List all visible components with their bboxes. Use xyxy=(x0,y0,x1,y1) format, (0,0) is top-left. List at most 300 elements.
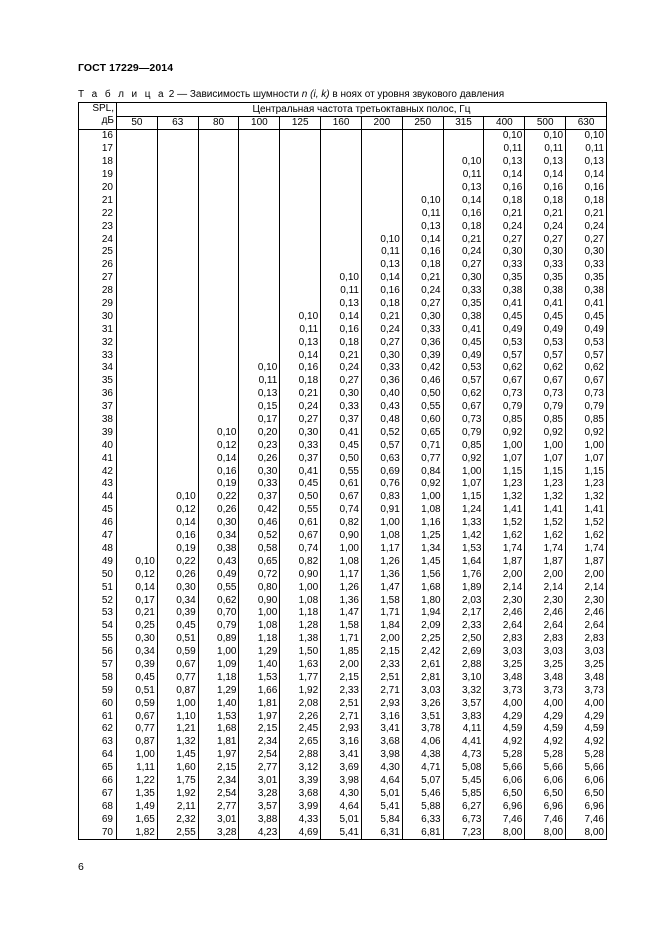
value-cell: 1,18 xyxy=(280,607,321,620)
value-cell: 2,33 xyxy=(321,684,362,697)
value-cell: 0,85 xyxy=(443,439,484,452)
value-cell: 0,21 xyxy=(117,607,158,620)
value-cell: 1,00 xyxy=(239,607,280,620)
value-cell: 1,08 xyxy=(280,594,321,607)
value-cell: 4,38 xyxy=(402,749,443,762)
value-cell: 3,26 xyxy=(402,697,443,710)
spl-cell: 28 xyxy=(79,285,117,298)
value-cell: 3,73 xyxy=(566,684,607,697)
value-cell: 0,49 xyxy=(484,323,525,336)
value-cell: 0,27 xyxy=(566,233,607,246)
value-cell: 2,77 xyxy=(198,800,239,813)
value-cell xyxy=(157,130,198,143)
value-cell: 1,00 xyxy=(525,439,566,452)
value-cell: 1,45 xyxy=(157,749,198,762)
value-cell: 0,13 xyxy=(280,336,321,349)
value-cell: 3,03 xyxy=(525,646,566,659)
value-cell: 2,64 xyxy=(525,620,566,633)
value-cell: 0,24 xyxy=(566,220,607,233)
value-cell: 7,46 xyxy=(484,813,525,826)
value-cell: 3,01 xyxy=(198,813,239,826)
spl-cell: 56 xyxy=(79,646,117,659)
value-cell: 0,24 xyxy=(484,220,525,233)
value-cell: 1,07 xyxy=(443,478,484,491)
value-cell: 0,79 xyxy=(566,401,607,414)
table-row xyxy=(79,323,607,336)
value-cell: 0,14 xyxy=(280,349,321,362)
value-cell: 1,00 xyxy=(484,439,525,452)
value-cell: 5,88 xyxy=(402,800,443,813)
caption-symbol: n (i, k) xyxy=(301,89,330,100)
value-cell: 0,76 xyxy=(361,478,402,491)
value-cell: 1,53 xyxy=(443,543,484,556)
value-cell: 1,40 xyxy=(239,659,280,672)
value-cell: 0,51 xyxy=(157,633,198,646)
value-cell: 2,46 xyxy=(525,607,566,620)
value-cell: 1,36 xyxy=(361,568,402,581)
spl-cell: 62 xyxy=(79,723,117,736)
value-cell xyxy=(402,143,443,156)
spl-cell: 17 xyxy=(79,143,117,156)
value-cell xyxy=(239,246,280,259)
value-cell: 0,41 xyxy=(566,298,607,311)
value-cell xyxy=(157,207,198,220)
value-cell: 5,66 xyxy=(566,762,607,775)
value-cell: 0,52 xyxy=(361,426,402,439)
value-cell: 2,54 xyxy=(239,749,280,762)
value-cell xyxy=(117,298,158,311)
value-cell: 0,67 xyxy=(484,375,525,388)
spl-cell: 60 xyxy=(79,697,117,710)
value-cell: 1,71 xyxy=(361,607,402,620)
value-cell: 0,27 xyxy=(484,233,525,246)
value-cell xyxy=(239,220,280,233)
value-cell: 0,49 xyxy=(198,568,239,581)
value-cell xyxy=(157,259,198,272)
value-cell: 0,37 xyxy=(280,452,321,465)
value-cell: 0,73 xyxy=(484,388,525,401)
frequency-header-row xyxy=(79,117,607,130)
value-cell xyxy=(361,220,402,233)
value-cell: 2,15 xyxy=(321,671,362,684)
spl-cell: 48 xyxy=(79,543,117,556)
value-cell: 1,33 xyxy=(443,517,484,530)
value-cell: 1,60 xyxy=(157,762,198,775)
value-cell: 0,39 xyxy=(157,607,198,620)
value-cell: 5,46 xyxy=(402,787,443,800)
value-cell: 1,74 xyxy=(525,543,566,556)
table-row xyxy=(79,607,607,620)
value-cell: 0,24 xyxy=(402,285,443,298)
value-cell: 1,00 xyxy=(443,465,484,478)
value-cell: 0,92 xyxy=(566,426,607,439)
value-cell: 0,61 xyxy=(280,517,321,530)
value-cell: 1,32 xyxy=(157,736,198,749)
value-cell: 2,00 xyxy=(321,659,362,672)
value-cell: 2,64 xyxy=(566,620,607,633)
table-row xyxy=(79,568,607,581)
value-cell: 1,08 xyxy=(321,555,362,568)
value-cell xyxy=(361,143,402,156)
value-cell: 0,67 xyxy=(525,375,566,388)
value-cell: 2,34 xyxy=(239,736,280,749)
value-cell xyxy=(157,375,198,388)
value-cell: 5,66 xyxy=(484,762,525,775)
value-cell: 0,42 xyxy=(239,504,280,517)
value-cell: 1,71 xyxy=(321,633,362,646)
value-cell: 2,54 xyxy=(198,787,239,800)
value-cell xyxy=(117,285,158,298)
value-cell: 0,62 xyxy=(525,362,566,375)
table-row xyxy=(79,169,607,182)
value-cell: 8,00 xyxy=(525,826,566,839)
value-cell xyxy=(117,207,158,220)
value-cell xyxy=(198,388,239,401)
value-cell: 6,06 xyxy=(525,775,566,788)
value-cell xyxy=(239,336,280,349)
value-cell: 0,51 xyxy=(117,684,158,697)
value-cell: 0,53 xyxy=(566,336,607,349)
value-cell: 1,28 xyxy=(280,620,321,633)
value-cell: 0,19 xyxy=(198,478,239,491)
spl-cell: 38 xyxy=(79,414,117,427)
value-cell: 2,15 xyxy=(239,723,280,736)
value-cell: 2,32 xyxy=(157,813,198,826)
value-cell: 0,27 xyxy=(525,233,566,246)
value-cell xyxy=(198,233,239,246)
value-cell: 2,26 xyxy=(280,710,321,723)
value-cell: 3,57 xyxy=(443,697,484,710)
table-row xyxy=(79,272,607,285)
spl-cell: 25 xyxy=(79,246,117,259)
value-cell: 3,78 xyxy=(402,723,443,736)
value-cell: 0,77 xyxy=(157,671,198,684)
table-row xyxy=(79,697,607,710)
value-cell xyxy=(157,272,198,285)
value-cell xyxy=(157,298,198,311)
value-cell: 1,21 xyxy=(157,723,198,736)
value-cell: 1,26 xyxy=(361,555,402,568)
value-cell: 1,58 xyxy=(361,594,402,607)
value-cell: 0,16 xyxy=(157,530,198,543)
value-cell: 1,84 xyxy=(361,620,402,633)
value-cell: 0,13 xyxy=(239,388,280,401)
value-cell: 3,83 xyxy=(443,710,484,723)
value-cell: 0,67 xyxy=(280,530,321,543)
value-cell: 0,11 xyxy=(239,375,280,388)
value-cell xyxy=(157,220,198,233)
table-row xyxy=(79,388,607,401)
value-cell: 0,34 xyxy=(117,646,158,659)
value-cell: 0,11 xyxy=(566,143,607,156)
value-cell: 1,23 xyxy=(484,478,525,491)
value-cell: 0,79 xyxy=(484,401,525,414)
value-cell: 0,10 xyxy=(484,130,525,143)
value-cell: 0,46 xyxy=(239,517,280,530)
value-cell: 1,52 xyxy=(566,517,607,530)
value-cell xyxy=(117,465,158,478)
value-cell: 0,33 xyxy=(321,401,362,414)
spl-cell: 42 xyxy=(79,465,117,478)
value-cell: 0,82 xyxy=(321,517,362,530)
value-cell xyxy=(198,323,239,336)
value-cell: 1,29 xyxy=(198,684,239,697)
spl-cell: 41 xyxy=(79,452,117,465)
value-cell xyxy=(117,169,158,182)
value-cell: 0,30 xyxy=(361,349,402,362)
value-cell: 0,12 xyxy=(117,568,158,581)
spl-cell: 22 xyxy=(79,207,117,220)
frequency-header-100: 100 xyxy=(239,117,280,130)
value-cell: 6,96 xyxy=(566,800,607,813)
value-cell: 0,61 xyxy=(321,478,362,491)
value-cell: 5,07 xyxy=(402,775,443,788)
value-cell: 0,33 xyxy=(525,259,566,272)
value-cell: 2,51 xyxy=(361,671,402,684)
value-cell xyxy=(402,169,443,182)
value-cell: 1,38 xyxy=(280,633,321,646)
value-cell: 0,11 xyxy=(321,285,362,298)
value-cell: 6,81 xyxy=(402,826,443,839)
value-cell: 2,88 xyxy=(280,749,321,762)
value-cell: 0,24 xyxy=(280,401,321,414)
value-cell: 5,28 xyxy=(525,749,566,762)
value-cell: 0,41 xyxy=(525,298,566,311)
table-row xyxy=(79,478,607,491)
value-cell: 1,22 xyxy=(117,775,158,788)
table-row xyxy=(79,375,607,388)
value-cell xyxy=(198,362,239,375)
value-cell xyxy=(402,130,443,143)
value-cell: 0,82 xyxy=(280,555,321,568)
spl-cell: 23 xyxy=(79,220,117,233)
spl-cell: 44 xyxy=(79,491,117,504)
value-cell xyxy=(157,465,198,478)
value-cell: 0,74 xyxy=(321,504,362,517)
value-cell: 1,17 xyxy=(361,543,402,556)
value-cell: 0,27 xyxy=(280,414,321,427)
value-cell: 4,29 xyxy=(566,710,607,723)
value-cell: 1,41 xyxy=(484,504,525,517)
table-row xyxy=(79,504,607,517)
value-cell: 0,12 xyxy=(157,504,198,517)
value-cell: 0,13 xyxy=(361,259,402,272)
table-caption xyxy=(78,89,504,100)
value-cell: 0,16 xyxy=(198,465,239,478)
value-cell: 0,13 xyxy=(484,156,525,169)
value-cell: 0,33 xyxy=(239,478,280,491)
value-cell: 0,13 xyxy=(525,156,566,169)
value-cell: 1,87 xyxy=(566,555,607,568)
page-number: 6 xyxy=(78,861,84,873)
table-row xyxy=(79,259,607,272)
value-cell: 1,08 xyxy=(239,620,280,633)
table-row xyxy=(79,826,607,839)
value-cell xyxy=(117,426,158,439)
value-cell: 5,28 xyxy=(566,749,607,762)
spl-header-bottom: дБ xyxy=(101,115,114,126)
table-row xyxy=(79,594,607,607)
value-cell: 2,14 xyxy=(566,581,607,594)
value-cell xyxy=(117,349,158,362)
value-cell: 1,81 xyxy=(239,697,280,710)
value-cell: 0,27 xyxy=(361,336,402,349)
value-cell: 0,10 xyxy=(280,310,321,323)
value-cell: 3,03 xyxy=(566,646,607,659)
value-cell: 0,38 xyxy=(525,285,566,298)
value-cell: 1,45 xyxy=(402,555,443,568)
value-cell: 2,61 xyxy=(402,659,443,672)
value-cell: 0,67 xyxy=(566,375,607,388)
value-cell: 1,85 xyxy=(321,646,362,659)
table-row xyxy=(79,736,607,749)
value-cell xyxy=(361,194,402,207)
value-cell: 1,32 xyxy=(525,491,566,504)
caption-prefix: Т а б л и ц а xyxy=(78,89,166,100)
value-cell: 0,55 xyxy=(402,401,443,414)
value-cell xyxy=(117,182,158,195)
value-cell xyxy=(157,323,198,336)
value-cell: 1,75 xyxy=(157,775,198,788)
value-cell: 0,45 xyxy=(566,310,607,323)
table-row xyxy=(79,285,607,298)
value-cell: 0,77 xyxy=(117,723,158,736)
value-cell: 0,14 xyxy=(525,169,566,182)
value-cell xyxy=(117,375,158,388)
spl-cell: 33 xyxy=(79,349,117,362)
table-row xyxy=(79,671,607,684)
caption-number: 2 xyxy=(168,89,175,100)
value-cell: 0,20 xyxy=(239,426,280,439)
table-row xyxy=(79,298,607,311)
value-cell: 1,00 xyxy=(280,581,321,594)
value-cell xyxy=(157,246,198,259)
value-cell: 1,07 xyxy=(566,452,607,465)
value-cell xyxy=(280,169,321,182)
value-cell: 0,62 xyxy=(484,362,525,375)
value-cell: 2,65 xyxy=(280,736,321,749)
value-cell: 1,15 xyxy=(484,465,525,478)
spl-cell: 30 xyxy=(79,310,117,323)
value-cell xyxy=(239,285,280,298)
spl-cell: 55 xyxy=(79,633,117,646)
value-cell: 0,85 xyxy=(525,414,566,427)
value-cell: 0,17 xyxy=(117,594,158,607)
spl-cell: 64 xyxy=(79,749,117,762)
value-cell: 0,11 xyxy=(361,246,402,259)
table-row xyxy=(79,182,607,195)
value-cell: 1,50 xyxy=(280,646,321,659)
value-cell: 6,06 xyxy=(484,775,525,788)
value-cell: 6,33 xyxy=(402,813,443,826)
value-cell: 2,30 xyxy=(566,594,607,607)
value-cell xyxy=(361,169,402,182)
value-cell xyxy=(157,349,198,362)
value-cell: 1,23 xyxy=(525,478,566,491)
value-cell: 0,24 xyxy=(443,246,484,259)
value-cell: 0,36 xyxy=(361,375,402,388)
value-cell: 1,58 xyxy=(321,620,362,633)
value-cell: 0,38 xyxy=(198,543,239,556)
value-cell: 0,21 xyxy=(484,207,525,220)
value-cell: 1,97 xyxy=(239,710,280,723)
value-cell: 1,49 xyxy=(117,800,158,813)
value-cell: 1,94 xyxy=(402,607,443,620)
frequency-header-50: 50 xyxy=(117,117,158,130)
value-cell: 1,66 xyxy=(239,684,280,697)
value-cell xyxy=(280,194,321,207)
value-cell xyxy=(239,349,280,362)
table-row xyxy=(79,207,607,220)
value-cell xyxy=(117,156,158,169)
value-cell: 1,00 xyxy=(566,439,607,452)
value-cell: 3,01 xyxy=(239,775,280,788)
value-cell: 0,12 xyxy=(198,439,239,452)
value-cell: 0,37 xyxy=(321,414,362,427)
value-cell: 4,30 xyxy=(321,787,362,800)
value-cell: 0,10 xyxy=(157,491,198,504)
value-cell xyxy=(117,517,158,530)
value-cell: 0,45 xyxy=(443,336,484,349)
value-cell: 1,10 xyxy=(157,710,198,723)
value-cell: 1,52 xyxy=(525,517,566,530)
value-cell: 0,84 xyxy=(402,465,443,478)
value-cell: 0,92 xyxy=(402,478,443,491)
value-cell: 0,24 xyxy=(321,362,362,375)
value-cell: 1,42 xyxy=(443,530,484,543)
value-cell: 2,03 xyxy=(443,594,484,607)
value-cell: 0,43 xyxy=(361,401,402,414)
value-cell: 1,16 xyxy=(402,517,443,530)
value-cell: 0,10 xyxy=(566,130,607,143)
value-cell: 4,59 xyxy=(484,723,525,736)
value-cell xyxy=(239,298,280,311)
value-cell: 1,68 xyxy=(198,723,239,736)
value-cell xyxy=(280,298,321,311)
value-cell: 1,81 xyxy=(198,736,239,749)
value-cell: 2,45 xyxy=(280,723,321,736)
value-cell xyxy=(239,259,280,272)
value-cell: 1,89 xyxy=(443,581,484,594)
value-cell: 0,92 xyxy=(443,452,484,465)
value-cell xyxy=(117,233,158,246)
value-cell: 0,18 xyxy=(361,298,402,311)
value-cell: 0,34 xyxy=(198,530,239,543)
value-cell xyxy=(117,530,158,543)
value-cell: 1,62 xyxy=(566,530,607,543)
value-cell xyxy=(117,130,158,143)
value-cell xyxy=(280,182,321,195)
value-cell: 0,19 xyxy=(157,543,198,556)
value-cell: 4,64 xyxy=(361,775,402,788)
value-cell: 4,00 xyxy=(484,697,525,710)
value-cell: 7,23 xyxy=(443,826,484,839)
value-cell: 0,18 xyxy=(484,194,525,207)
value-cell: 0,11 xyxy=(443,169,484,182)
value-cell: 3,32 xyxy=(443,684,484,697)
value-cell: 0,41 xyxy=(484,298,525,311)
value-cell xyxy=(198,259,239,272)
table-row xyxy=(79,362,607,375)
value-cell: 0,70 xyxy=(198,607,239,620)
value-cell: 0,50 xyxy=(402,388,443,401)
value-cell xyxy=(321,182,362,195)
value-cell: 0,21 xyxy=(525,207,566,220)
value-cell xyxy=(321,259,362,272)
table-row xyxy=(79,194,607,207)
spl-cell: 21 xyxy=(79,194,117,207)
value-cell: 0,58 xyxy=(239,543,280,556)
